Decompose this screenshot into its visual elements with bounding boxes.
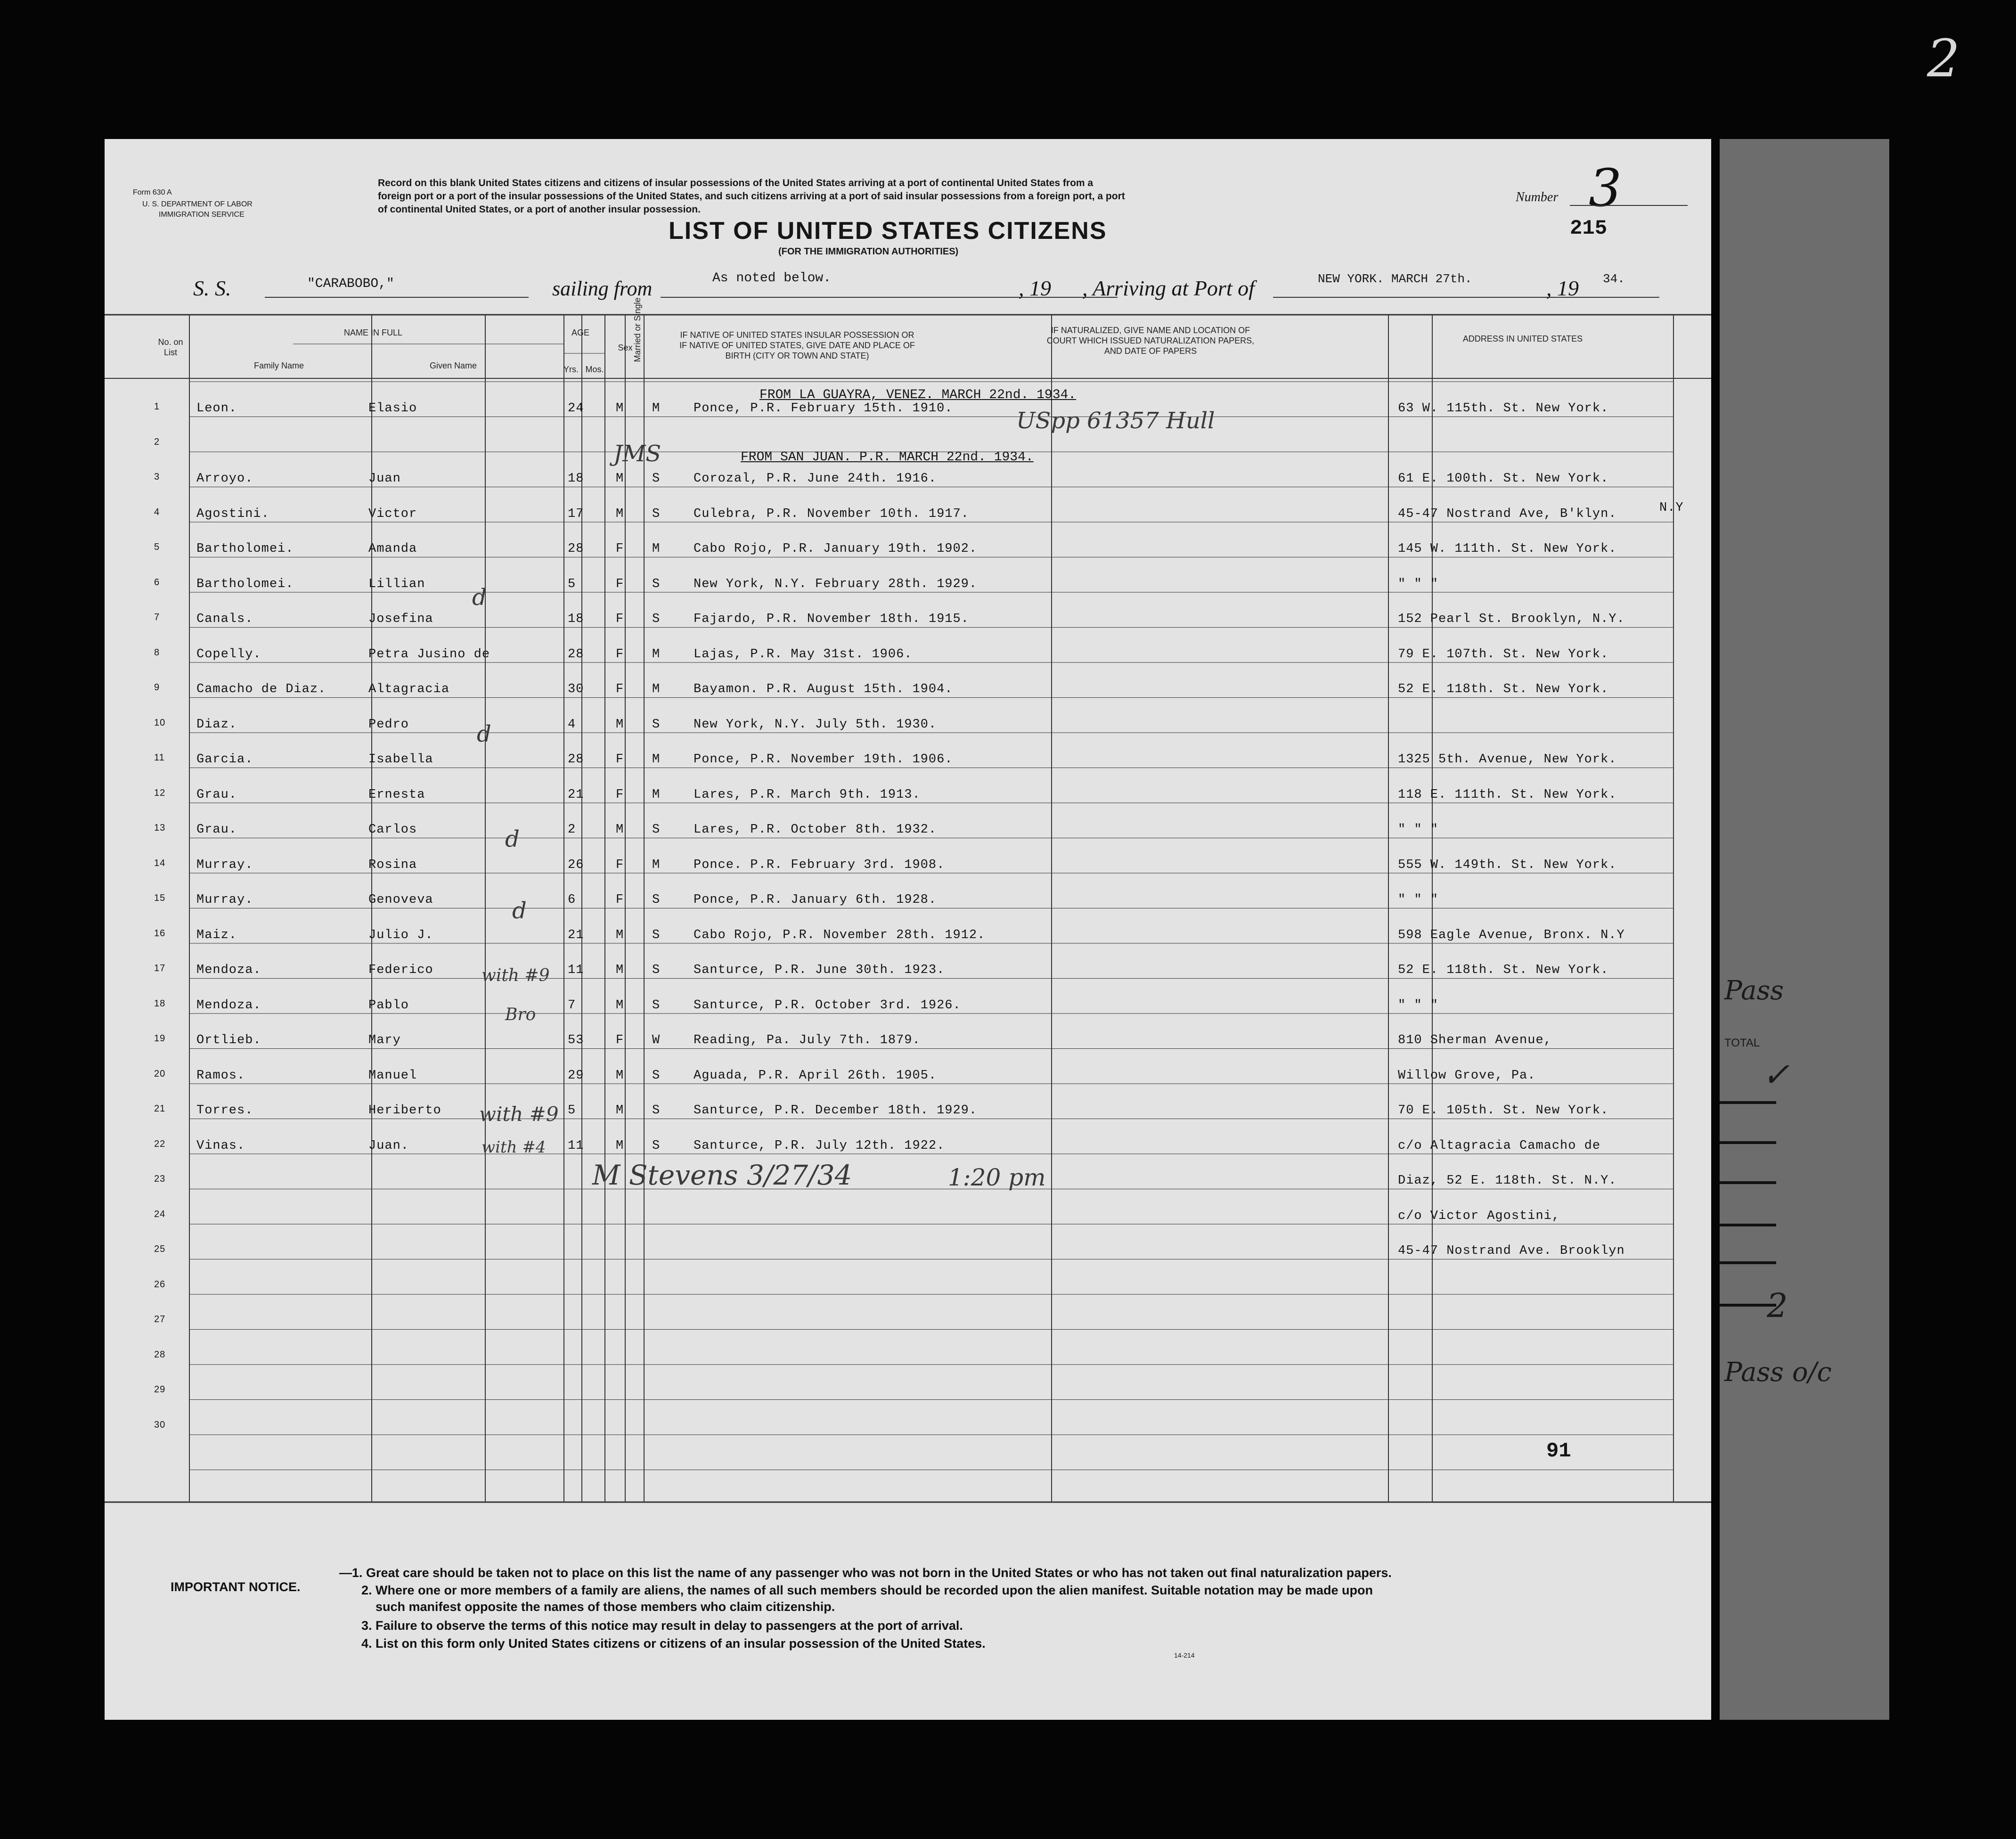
birth-place-date: Santurce, P.R. December 18th. 1929. [694, 1103, 978, 1118]
handwritten-row15-mark: d [512, 898, 527, 924]
sex: F [616, 647, 624, 662]
family-name: Arroyo. [196, 472, 253, 486]
section-heading-la-guayra: FROM LA GUAYRA, VENEZ. MARCH 22nd. 1934. [759, 388, 1077, 402]
address: " " " [1398, 823, 1439, 837]
row-number: 18 [154, 998, 166, 1009]
col-header-address: ADDRESS IN UNITED STATES [1462, 334, 1583, 343]
handwritten-row13-mark: d [505, 826, 520, 852]
birth-place-date: Cabo Rojo, P.R. January 19th. 1902. [694, 542, 978, 556]
sailing-from-value: As noted below. [712, 271, 832, 286]
manifest-page [105, 139, 1711, 1720]
birth-place-date: Ponce, P.R. January 6th. 1928. [694, 893, 937, 907]
department-label: U. S. DEPARTMENT OF LABOR [142, 200, 253, 208]
address: " " " [1398, 998, 1439, 1013]
page-title: LIST OF UNITED STATES CITIZENS [669, 217, 1107, 245]
age-years: 30 [568, 682, 584, 696]
address: " " " [1398, 893, 1439, 907]
sex: F [616, 752, 624, 767]
sex: F [616, 577, 624, 591]
family-name: Ortlieb. [196, 1033, 261, 1047]
address: Willow Grove, Pa. [1398, 1068, 1536, 1083]
birth-place-date: Lares, P.R. March 9th. 1913. [694, 787, 921, 802]
address: 45-47 Nostrand Ave. Brooklyn [1398, 1244, 1625, 1258]
birth-place-date: Ponce, P.R. February 15th. 1910. [694, 401, 953, 416]
marital-status: S [652, 1103, 661, 1118]
family-name: Murray. [196, 893, 253, 907]
birth-place-date: Lares, P.R. October 8th. 1932. [694, 823, 937, 837]
sex: F [616, 893, 624, 907]
age-years: 18 [568, 472, 584, 486]
notice-item-4: 3. Failure to observe the terms of this notice may result in delay to passengers at the port of arrival. [361, 1618, 963, 1633]
address: 79 E. 107th. St. New York. [1398, 647, 1609, 662]
given-name: Isabella [368, 752, 433, 767]
row-number: 17 [154, 963, 166, 973]
given-name: Julio J. [368, 928, 433, 942]
address: 118 E. 111th. St. New York. [1398, 787, 1617, 802]
form-id: Form 630 A [133, 188, 172, 196]
given-name: Ernesta [368, 787, 425, 802]
handwritten-signature: M Stevens 3/27/34 [592, 1159, 852, 1191]
row-number: 2 [154, 436, 160, 447]
row-number: 13 [154, 823, 166, 833]
address: " " " [1398, 577, 1439, 591]
sailing-from-label: sailing from [552, 277, 653, 300]
given-name: Pedro [368, 717, 409, 732]
side-note-pass: Pass [1724, 975, 1784, 1006]
family-name: Ramos. [196, 1068, 245, 1083]
row-number: 6 [154, 577, 160, 588]
marital-status: M [652, 858, 661, 872]
family-name: Leon. [196, 401, 237, 416]
page-count: 91 [1546, 1439, 1571, 1463]
notice-print-code: 14-214 [1174, 1651, 1195, 1659]
given-name: Carlos [368, 823, 417, 837]
marital-status: S [652, 507, 661, 521]
stamp-number: 215 [1570, 217, 1608, 240]
age-years: 21 [568, 787, 584, 802]
sex: M [616, 823, 624, 837]
instruction-line-2: foreign port or a port of the insular possessions of the United States, and such citizens arriving at a port of said insular possessions from a foreign port, a port [378, 191, 1125, 202]
age-years: 11 [568, 1138, 584, 1153]
row-number: 8 [154, 647, 160, 658]
col-header-mos: Mos. [585, 365, 604, 374]
age-years: 4 [568, 717, 576, 732]
given-name: Amanda [368, 542, 417, 556]
birth-place-date: New York, N.Y. February 28th. 1929. [694, 577, 978, 591]
handwritten-row18-note: Bro [505, 1005, 536, 1024]
side-tally-lines [1720, 1084, 1795, 1366]
family-name: Grau. [196, 823, 237, 837]
col-header-family-name: Family Name [253, 361, 304, 370]
address: 61 E. 100th. St. New York. [1398, 472, 1609, 486]
col-header-given-name: Given Name [429, 361, 477, 370]
family-name: Vinas. [196, 1138, 245, 1153]
col-header-name-in-full: NAME IN FULL [343, 328, 403, 337]
row-number: 27 [154, 1314, 166, 1324]
marital-status: S [652, 823, 661, 837]
handwritten-row1-note: USpp 61357 Hull [1016, 408, 1215, 434]
age-years: 28 [568, 542, 584, 556]
marital-status: M [652, 401, 661, 416]
row-number: 23 [154, 1174, 166, 1184]
family-name: Murray. [196, 858, 253, 872]
row-number: 9 [154, 682, 160, 693]
age-years: 28 [568, 752, 584, 767]
given-name: Petra Jusino de [368, 647, 490, 662]
corner-mark: 2 [1927, 28, 1960, 89]
marital-status: S [652, 963, 661, 977]
side-note-check: ✓ [1762, 1055, 1790, 1094]
family-name: Diaz. [196, 717, 237, 732]
address: c/o Victor Agostini, [1398, 1209, 1560, 1223]
marital-status: S [652, 893, 661, 907]
given-name: Altagracia [368, 682, 450, 696]
number-label: Number [1516, 190, 1559, 204]
age-years: 24 [568, 401, 584, 416]
birth-place-date: Santurce, P.R. July 12th. 1922. [694, 1138, 945, 1153]
marital-status: W [652, 1033, 661, 1047]
age-years: 2 [568, 823, 576, 837]
page-subtitle: (FOR THE IMMIGRATION AUTHORITIES) [778, 246, 959, 257]
given-name: Lillian [368, 577, 425, 591]
family-name: Mendoza. [196, 998, 261, 1013]
age-years: 26 [568, 858, 584, 872]
given-name: Victor [368, 507, 417, 521]
address: 63 W. 115th. St. New York. [1398, 401, 1609, 416]
row-number: 1 [154, 401, 160, 412]
ss-label: S. S. [193, 276, 231, 300]
year-prefix-1: , 19 [1019, 276, 1051, 300]
row-number: 14 [154, 858, 166, 868]
sex: F [616, 682, 624, 696]
sex: M [616, 998, 624, 1013]
age-years: 21 [568, 928, 584, 942]
birth-place-date: Santurce, P.R. October 3rd. 1926. [694, 998, 961, 1013]
row-number: 11 [154, 752, 165, 763]
sex: M [616, 717, 624, 732]
side-note-pass-oc: Pass o/c [1724, 1357, 1832, 1388]
address: 45-47 Nostrand Ave, B'klyn. [1398, 507, 1617, 521]
given-name: Federico [368, 963, 433, 977]
address: c/o Altagracia Camacho de [1398, 1138, 1601, 1153]
sex: M [616, 928, 624, 942]
row-number: 10 [154, 717, 166, 728]
marital-status: S [652, 928, 661, 942]
birth-place-date: Ponce. P.R. February 3rd. 1908. [694, 858, 945, 872]
row-number: 28 [154, 1349, 166, 1360]
marital-status: S [652, 1068, 661, 1083]
given-name: Genoveva [368, 893, 433, 907]
ship-name: "CARABOBO," [307, 277, 394, 291]
row-number: 16 [154, 928, 166, 939]
row-number: 20 [154, 1068, 166, 1079]
birth-place-date: Lajas, P.R. May 31st. 1906. [694, 647, 913, 662]
birth-place-date: Bayamon. P.R. August 15th. 1904. [694, 682, 953, 696]
col-header-naturalized: IF NATURALIZED, GIVE NAME AND LOCATION OF COURT WHICH ISSUED NATURALIZATION PAPERS, AND DATE OF PAPERS [1046, 326, 1255, 356]
address: 52 E. 118th. St. New York. [1398, 963, 1609, 977]
service-label: IMMIGRATION SERVICE [159, 211, 245, 219]
family-name: Torres. [196, 1103, 253, 1118]
family-name: Agostini. [196, 507, 269, 521]
handwritten-row2-initials: JMS [613, 441, 661, 467]
given-name: Juan. [368, 1138, 409, 1153]
notice-label: IMPORTANT NOTICE. [171, 1580, 301, 1594]
birth-place-date: Ponce, P.R. November 19th. 1906. [694, 752, 953, 767]
notice-item-5: 4. List on this form only United States citizens or citizens of an insular possession of the United States. [361, 1636, 986, 1651]
age-years: 17 [568, 507, 584, 521]
sex: M [616, 472, 624, 486]
family-name: Camacho de Diaz. [196, 682, 326, 696]
col-header-married-single: Married or Single [633, 297, 642, 362]
row-number: 29 [154, 1384, 166, 1395]
number-value: 3 [1589, 158, 1622, 218]
marital-status: S [652, 612, 661, 626]
birth-place-date: Corozal, P.R. June 24th. 1916. [694, 472, 937, 486]
sex: M [616, 963, 624, 977]
sex: F [616, 612, 624, 626]
sex: M [616, 1103, 624, 1118]
address-extra-ny: N.Y [1659, 501, 1684, 515]
notice-item-2: 2. Where one or more members of a family are aliens, the names of all such members should be recorded upon the alien manifest. Suitable notation may be made upon [361, 1583, 1373, 1597]
marital-status: S [652, 717, 661, 732]
sex: M [616, 1068, 624, 1083]
age-years: 11 [568, 963, 584, 977]
side-note-total: TOTAL [1724, 1037, 1760, 1049]
birth-place-date: Culebra, P.R. November 10th. 1917. [694, 507, 969, 521]
sex: M [616, 507, 624, 521]
family-name: Garcia. [196, 752, 253, 767]
handwritten-row21-note: with #9 [479, 1103, 559, 1126]
given-name: Juan [368, 472, 401, 486]
marital-status: S [652, 998, 661, 1013]
age-years: 6 [568, 893, 576, 907]
handwritten-time: 1:20 pm [948, 1164, 1046, 1191]
sex: F [616, 787, 624, 802]
given-name: Elasio [368, 401, 417, 416]
family-name: Bartholomei. [196, 542, 294, 556]
instruction-line-1: Record on this blank United States citizens and citizens of insular possessions of the United States arriving at a port of continental United States from a [378, 178, 1094, 188]
given-name: Heriberto [368, 1103, 441, 1118]
sex: F [616, 542, 624, 556]
col-header-sex: Sex [618, 343, 633, 352]
family-name: Bartholomei. [196, 577, 294, 591]
handwritten-row22-note: with #4 [482, 1138, 546, 1157]
row-number: 3 [154, 472, 160, 482]
address: 555 W. 149th. St. New York. [1398, 858, 1617, 872]
handwritten-row10-mark: d [477, 721, 491, 747]
row-number: 22 [154, 1138, 166, 1149]
col-header-age: AGE [571, 328, 589, 337]
sex: F [616, 858, 624, 872]
birth-place-date: Santurce, P.R. June 30th. 1923. [694, 963, 945, 977]
age-years: 5 [568, 577, 576, 591]
marital-status: M [652, 647, 661, 662]
section-heading-san-juan: FROM SAN JUAN. P.R. MARCH 22nd. 1934. [741, 450, 1034, 465]
marital-status: M [652, 752, 661, 767]
instruction-line-3: of continental United States, or a port of another insular possession. [378, 204, 701, 215]
birth-place-date: Cabo Rojo, P.R. November 28th. 1912. [694, 928, 986, 942]
handwritten-row6-mark: d [472, 584, 487, 611]
sex: M [616, 401, 624, 416]
row-number: 21 [154, 1103, 166, 1114]
row-number: 12 [154, 787, 166, 798]
row-number: 5 [154, 542, 160, 552]
given-name: Pablo [368, 998, 409, 1013]
birth-place-date: Aguada, P.R. April 26th. 1905. [694, 1068, 937, 1083]
address: 145 W. 111th. St. New York. [1398, 542, 1617, 556]
family-name: Grau. [196, 787, 237, 802]
address: 52 E. 118th. St. New York. [1398, 682, 1609, 696]
row-number: 25 [154, 1244, 166, 1254]
marital-status: S [652, 577, 661, 591]
row-number: 15 [154, 893, 166, 903]
marital-status: M [652, 682, 661, 696]
arriving-label: , Arriving at Port of [1082, 276, 1255, 300]
given-name: Manuel [368, 1068, 417, 1083]
notice-item-3: such manifest opposite the names of those members who claim citizenship. [375, 1600, 835, 1614]
year-suffix-2: 34. [1603, 272, 1625, 286]
age-years: 53 [568, 1033, 584, 1047]
marital-status: M [652, 542, 661, 556]
address: 70 E. 105th. St. New York. [1398, 1103, 1609, 1118]
year-prefix-2: , 19 [1546, 276, 1579, 300]
col-header-birth: IF NATIVE OF UNITED STATES INSULAR POSSESSION OR IF NATIVE OF UNITED STATES, GIVE DATE AND PLACE OF BIRTH (CITY OR TOWN AND STATE) [679, 330, 915, 360]
address: Diaz, 52 E. 118th. St. N.Y. [1398, 1174, 1617, 1188]
given-name: Rosina [368, 858, 417, 872]
birth-place-date: Fajardo, P.R. November 18th. 1915. [694, 612, 969, 626]
handwritten-row17-note: with #9 [482, 966, 550, 985]
adjacent-page-strip [1720, 139, 1889, 1720]
col-header-yrs: Yrs. [563, 365, 579, 374]
row-number: 19 [154, 1033, 166, 1044]
row-number: 30 [154, 1419, 166, 1430]
col-header-no: No. on List [158, 337, 183, 357]
row-number: 7 [154, 612, 160, 622]
birth-place-date: Reading, Pa. July 7th. 1879. [694, 1033, 921, 1047]
side-note-two: 2 [1767, 1286, 1788, 1325]
marital-status: M [652, 787, 661, 802]
family-name: Mendoza. [196, 963, 261, 977]
address: 1325 5th. Avenue, New York. [1398, 752, 1617, 767]
sex: M [616, 1138, 624, 1153]
address: 152 Pearl St. Brooklyn, N.Y. [1398, 612, 1625, 626]
given-name: Josefina [368, 612, 433, 626]
age-years: 7 [568, 998, 576, 1013]
given-name: Mary [368, 1033, 401, 1047]
family-name: Maiz. [196, 928, 237, 942]
family-name: Canals. [196, 612, 253, 626]
row-number: 26 [154, 1279, 166, 1290]
row-number: 24 [154, 1209, 166, 1219]
birth-place-date: New York, N.Y. July 5th. 1930. [694, 717, 937, 732]
row-number: 4 [154, 507, 160, 517]
age-years: 18 [568, 612, 584, 626]
age-years: 5 [568, 1103, 576, 1118]
family-name: Copelly. [196, 647, 261, 662]
age-years: 29 [568, 1068, 584, 1083]
arriving-value: NEW YORK. MARCH 27th. [1318, 272, 1472, 286]
address: 598 Eagle Avenue, Bronx. N.Y [1398, 928, 1625, 942]
age-years: 28 [568, 647, 584, 662]
notice-item-1: —1. Great care should be taken not to place on this list the name of any passenger who was not born in the United States or who has not taken out final naturalization papers. [339, 1566, 1392, 1580]
marital-status: S [652, 472, 661, 486]
sex: F [616, 1033, 624, 1047]
address: 810 Sherman Avenue, [1398, 1033, 1552, 1047]
marital-status: S [652, 1138, 661, 1153]
